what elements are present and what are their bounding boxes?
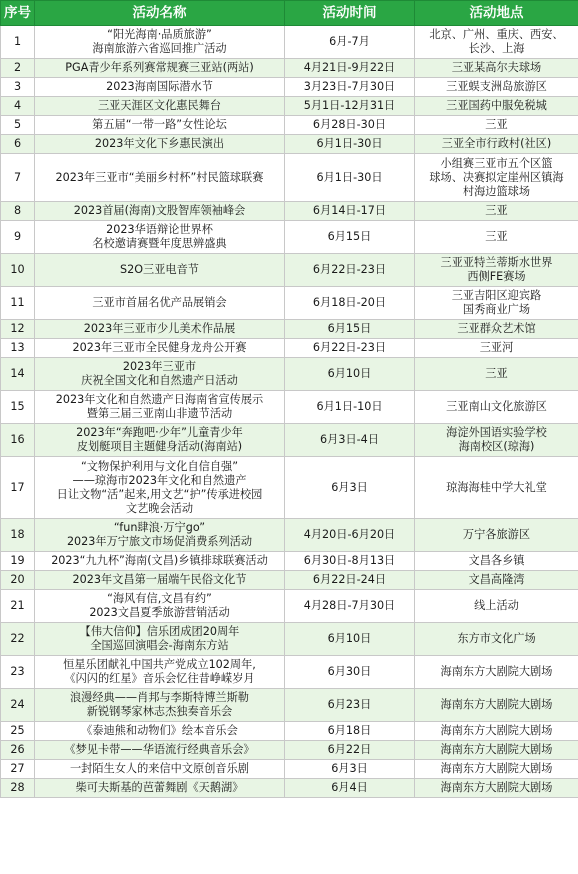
row-number: 22	[1, 623, 35, 656]
row-number: 8	[1, 202, 35, 221]
row-number: 9	[1, 221, 35, 254]
event-location: 三亚国药中服免税城	[415, 97, 578, 116]
event-name: “文物保护利用与文化自信自强” ——琼海市2023年文化和自然遗产 日让文物“活”起来,用文艺“护”传承进校园 文艺晚会活动	[35, 457, 285, 519]
event-time: 3月23日-7月30日	[285, 78, 415, 97]
event-name: “海风有信,文昌有约” 2023文昌夏季旅游营销活动	[35, 590, 285, 623]
row-number: 2	[1, 59, 35, 78]
header-event-location: 活动地点	[415, 1, 578, 26]
table-row	[1, 26, 578, 59]
event-name: “fun肆浪·万宁go” 2023年万宁旅文市场促消费系列活动	[35, 519, 285, 552]
header-row	[1, 1, 578, 26]
table-row	[1, 656, 578, 689]
event-time: 6月3日-4日	[285, 424, 415, 457]
event-time: 6月10日	[285, 358, 415, 391]
event-location: 三亚	[415, 116, 578, 135]
row-number: 14	[1, 358, 35, 391]
table-row	[1, 519, 578, 552]
event-name: 三亚市首届名优产品展销会	[35, 287, 285, 320]
event-location: 海淀外国语实验学校 海南校区(琼海)	[415, 424, 578, 457]
event-location: 文昌各乡镇	[415, 552, 578, 571]
event-time: 6月10日	[285, 623, 415, 656]
table-row	[1, 202, 578, 221]
row-number: 13	[1, 339, 35, 358]
row-number: 17	[1, 457, 35, 519]
table-row	[1, 760, 578, 779]
event-location: 三亚某高尔夫球场	[415, 59, 578, 78]
event-name: 浪漫经典——肖邦与李斯特博兰斯勒 新锐钢琴家林志杰独奏音乐会	[35, 689, 285, 722]
event-time: 6月18日-20日	[285, 287, 415, 320]
row-number: 5	[1, 116, 35, 135]
event-name: 柴可夫斯基的芭蕾舞剧《天鹅湖》	[35, 779, 285, 798]
header-event-time: 活动时间	[285, 1, 415, 26]
event-name: 2023海南国际潜水节	[35, 78, 285, 97]
event-location: 海南东方大剧院大剧场	[415, 779, 578, 798]
event-time: 6月30日-8月13日	[285, 552, 415, 571]
event-name: 2023年“奔跑吧·少年”儿童青少年 皮划艇项目主题健身活动(海南站)	[35, 424, 285, 457]
event-location: 三亚蜈支洲岛旅游区	[415, 78, 578, 97]
row-number: 1	[1, 26, 35, 59]
row-number: 24	[1, 689, 35, 722]
event-location: 三亚南山文化旅游区	[415, 391, 578, 424]
event-name: “阳光海南·品质旅游” 海南旅游六省巡回推广活动	[35, 26, 285, 59]
row-number: 11	[1, 287, 35, 320]
event-time: 6月22日-23日	[285, 339, 415, 358]
row-number: 20	[1, 571, 35, 590]
event-name: 2023年三亚市全民健身龙舟公开赛	[35, 339, 285, 358]
event-time: 6月15日	[285, 221, 415, 254]
table-row	[1, 741, 578, 760]
table-row	[1, 339, 578, 358]
event-location: 三亚	[415, 221, 578, 254]
event-name: 2023年三亚市 庆祝全国文化和自然遗产日活动	[35, 358, 285, 391]
event-location: 小组赛三亚市五个区篮 球场、决赛拟定崖州区镇海 村海边篮球场	[415, 154, 578, 202]
event-location: 北京、广州、重庆、西安、 长沙、上海	[415, 26, 578, 59]
event-time: 6月1日-10日	[285, 391, 415, 424]
event-name: 2023首届(海南)文股智库领袖峰会	[35, 202, 285, 221]
event-location: 海南东方大剧院大剧场	[415, 656, 578, 689]
table-row	[1, 78, 578, 97]
event-name: 一封陌生女人的来信中文原创音乐剧	[35, 760, 285, 779]
header-number: 序号	[1, 1, 35, 26]
row-number: 18	[1, 519, 35, 552]
event-name: 2023年三亚市少儿美术作品展	[35, 320, 285, 339]
event-location: 文昌高隆湾	[415, 571, 578, 590]
event-location: 琼海海桂中学大礼堂	[415, 457, 578, 519]
table-row	[1, 221, 578, 254]
row-number: 15	[1, 391, 35, 424]
event-location: 线上活动	[415, 590, 578, 623]
event-location: 三亚	[415, 202, 578, 221]
table-row	[1, 424, 578, 457]
row-number: 12	[1, 320, 35, 339]
table-row	[1, 779, 578, 798]
table-row	[1, 135, 578, 154]
event-time: 4月21日-9月22日	[285, 59, 415, 78]
table-row	[1, 154, 578, 202]
table-row	[1, 254, 578, 287]
row-number: 6	[1, 135, 35, 154]
table-body	[1, 26, 578, 798]
event-location: 三亚全市行政村(社区)	[415, 135, 578, 154]
event-time: 4月20日-6月20日	[285, 519, 415, 552]
event-time: 5月1日-12月31日	[285, 97, 415, 116]
row-number: 26	[1, 741, 35, 760]
event-name: 恒星乐团献礼中国共产党成立102周年, 《闪闪的红星》音乐会忆往昔峥嵘岁月	[35, 656, 285, 689]
event-time: 6月1日-30日	[285, 154, 415, 202]
table-row	[1, 358, 578, 391]
row-number: 27	[1, 760, 35, 779]
event-time: 6月18日	[285, 722, 415, 741]
event-name: 三亚天涯区文化惠民舞台	[35, 97, 285, 116]
event-location: 东方市文化广场	[415, 623, 578, 656]
row-number: 28	[1, 779, 35, 798]
table-row	[1, 552, 578, 571]
event-location: 三亚群众艺术馆	[415, 320, 578, 339]
event-time: 6月1日-30日	[285, 135, 415, 154]
table-row	[1, 571, 578, 590]
table-row	[1, 320, 578, 339]
event-name: PGA青少年系列赛常规赛三亚站(两站)	[35, 59, 285, 78]
event-location: 三亚吉阳区迎宾路 国秀商业广场	[415, 287, 578, 320]
event-time: 6月22日	[285, 741, 415, 760]
event-time: 6月3日	[285, 457, 415, 519]
event-location: 万宁各旅游区	[415, 519, 578, 552]
event-time: 6月30日	[285, 656, 415, 689]
event-time: 6月-7月	[285, 26, 415, 59]
row-number: 19	[1, 552, 35, 571]
row-number: 10	[1, 254, 35, 287]
event-location: 海南东方大剧院大剧场	[415, 722, 578, 741]
event-time: 6月14日-17日	[285, 202, 415, 221]
table-row	[1, 391, 578, 424]
event-location: 三亚	[415, 358, 578, 391]
event-time: 6月22日-24日	[285, 571, 415, 590]
event-name: S2O三亚电音节	[35, 254, 285, 287]
event-name: 《梦见卡带——华语流行经典音乐会》	[35, 741, 285, 760]
row-number: 21	[1, 590, 35, 623]
event-time: 6月28日-30日	[285, 116, 415, 135]
table-row	[1, 590, 578, 623]
event-name: 2023年文昌第一届端午民俗文化节	[35, 571, 285, 590]
event-name: 2023年文化下乡惠民演出	[35, 135, 285, 154]
event-time: 6月3日	[285, 760, 415, 779]
event-name: 【伟大信仰】信乐团成团20周年 全国巡回演唱会-海南东方站	[35, 623, 285, 656]
event-name: 2023华语辩论世界杯 名校邀请赛暨年度思辨盛典	[35, 221, 285, 254]
row-number: 16	[1, 424, 35, 457]
header-event-name: 活动名称	[35, 1, 285, 26]
row-number: 4	[1, 97, 35, 116]
table-row	[1, 689, 578, 722]
event-time: 6月15日	[285, 320, 415, 339]
event-location: 海南东方大剧院大剧场	[415, 741, 578, 760]
table-row	[1, 287, 578, 320]
event-name: 《泰迪熊和动物们》绘本音乐会	[35, 722, 285, 741]
row-number: 23	[1, 656, 35, 689]
event-time: 6月4日	[285, 779, 415, 798]
event-location: 海南东方大剧院大剧场	[415, 760, 578, 779]
table-row	[1, 116, 578, 135]
event-name: 第五届“一带一路”女性论坛	[35, 116, 285, 135]
event-location: 海南东方大剧院大剧场	[415, 689, 578, 722]
event-location: 三亚河	[415, 339, 578, 358]
row-number: 7	[1, 154, 35, 202]
event-name: 2023年三亚市“美丽乡村杯”村民篮球联赛	[35, 154, 285, 202]
event-time: 4月28日-7月30日	[285, 590, 415, 623]
event-time: 6月23日	[285, 689, 415, 722]
event-name: 2023年文化和自然遗产日海南省宣传展示 暨第三届三亚南山非遗节活动	[35, 391, 285, 424]
row-number: 3	[1, 78, 35, 97]
event-time: 6月22日-23日	[285, 254, 415, 287]
table-row	[1, 59, 578, 78]
row-number: 25	[1, 722, 35, 741]
table-row	[1, 722, 578, 741]
table-row	[1, 457, 578, 519]
table-row	[1, 97, 578, 116]
event-name: 2023“九九杯”海南(文昌)乡镇排球联赛活动	[35, 552, 285, 571]
event-location: 三亚亚特兰蒂斯水世界 西侧FE赛场	[415, 254, 578, 287]
table-row	[1, 623, 578, 656]
